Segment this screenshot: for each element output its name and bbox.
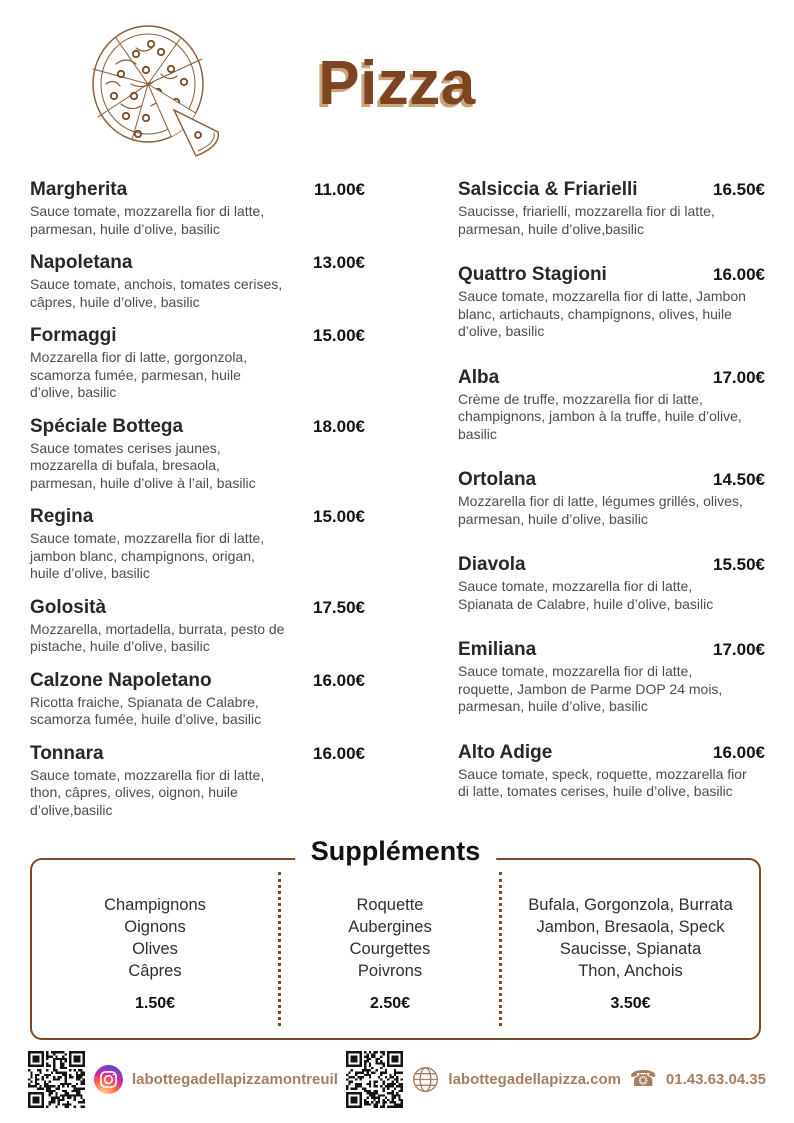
pizza-price: 14.50€ [713,470,765,489]
menu-item [458,741,765,801]
instagram-group [28,1051,338,1108]
supplement-item: Roquette [356,895,424,914]
pizza-price: 13.00€ [313,253,365,272]
menu-item [30,178,365,238]
supplements-column-vegetables-2 [281,860,499,1038]
pizza-name: Tonnara [30,742,104,764]
menu-item [30,251,365,311]
pizza-name: Formaggi [30,325,117,346]
pizza-ingredients: Sauce tomate, mozzarella fior di latte, parmesan, huile d’olive, basilic [30,203,265,237]
pizza-ingredients: Sauce tomate, mozzarella fior di latte, jambon blanc, champignons, origan, huile d’olive, basilic [30,530,265,581]
pizza-ingredients: Ricotta fraiche, Spianata de Calabre, scamorza fumée, huile d’olive, basilic [30,693,262,727]
pizza-ingredients: Sauce tomate, mozzarella fior di latte, roquette, Jambon de Parme DOP 24 mois, parmesan, huile d’olive, basilic [458,663,723,714]
pizza-ingredients: Sauce tomate, mozzarella fior di latte, Spianata de Calabre, huile d’olive, basilic [458,578,714,612]
menu-item [30,596,365,656]
pizza-ingredients: Mozzarella fior di latte, légumes grillés, olives, parmesan, huile d’olive, basilic [458,493,743,527]
pizza-name: Ortolana [458,469,537,490]
website-url: labottegadellapizza.com [448,1070,621,1088]
supplement-item: Olives [132,939,178,958]
supplement-item: Jambon, Bresaola, Speck [536,917,725,936]
pizza-price: 16.00€ [313,743,365,763]
menu-grid [30,178,765,832]
pizza-name: Napoletana [30,252,133,273]
supplements-column-cheese-meat [502,860,759,1038]
pizza-price: 17.00€ [713,367,765,387]
pizza-name: Emiliana [458,639,537,660]
pizza-ingredients: Saucisse, friarielli, mozzarella fior di latte, parmesan, huile d’olive,basilic [458,203,715,237]
qr-code-instagram [28,1051,85,1108]
supplement-item: Courgettes [349,939,431,958]
instagram-icon [94,1065,123,1094]
pizza-ingredients: Sauce tomates cerises jaunes, mozzarella di bufala, bresaola, parmesan, huile d’olive à l’ail, basilic [30,439,256,491]
pizza-name: Spéciale Bottega [30,415,184,437]
menu-item [30,669,365,729]
pizza-ingredients: Mozzarella, mortadella, burrata, pesto de pistache, huile d’olive, basilic [30,620,285,654]
phone-group [629,1068,766,1090]
pizza-ingredients: Sauce tomate, speck, roquette, mozzarella fior di latte, tomates cerises, huile d’olive, basilic [458,765,747,799]
pizza-price: 16.00€ [313,670,365,690]
menu-item [458,468,765,528]
instagram-handle: labottegadellapizzamontreuil [132,1070,338,1088]
pizza-price: 11.00€ [313,180,365,199]
pizza-price: 16.00€ [713,265,765,284]
supplement-price: 2.50€ [369,994,411,1012]
pizza-name: Alto Adige [458,741,553,763]
supplement-item: Thon, Anchois [578,961,683,980]
supplement-item: Saucisse, Spianata [559,939,702,958]
page-title: Pizza [318,49,476,118]
pizza-price: 15.50€ [713,555,765,574]
pizza-name: Margherita [30,179,128,200]
website-group [346,1051,621,1108]
pizza-name: Golosità [30,596,107,618]
menu-column-left [30,178,365,832]
pizza-price: 17.50€ [313,597,365,617]
menu-item [30,505,365,583]
supplements-heading: Suppléments [295,836,497,867]
menu-item [30,415,365,493]
qr-code-website [346,1051,403,1108]
globe-icon [412,1066,439,1093]
pizza-name: Quattro Stagioni [458,264,607,285]
phone-number: 01.43.63.04.35 [665,1070,766,1088]
supplement-item: Câpres [128,961,182,980]
pizza-price: 15.00€ [313,326,365,345]
footer [28,1048,766,1110]
pizza-ingredients: Crème de truffe, mozzarella fior di latte, champignons, jambon à la truffe, huile d’olive, basilic [458,390,742,442]
pizza-name: Regina [30,506,94,527]
supplement-item: Oignons [124,917,186,936]
pizza-price: 18.00€ [313,416,365,436]
pizza-price: 16.00€ [713,742,765,762]
pizza-ingredients: Mozzarella fior di latte, gorgonzola, scamorza fumée, parmesan, huile d’olive, basilic [30,349,248,400]
supplement-price: 3.50€ [610,994,651,1012]
pizza-name: Alba [458,366,500,388]
pizza-ingredients: Sauce tomate, anchois, tomates cerises, câpres, huile d’olive, basilic [30,276,283,310]
pizza-name: Salsiccia & Friarielli [458,179,638,200]
menu-item [458,263,765,341]
menu-item [458,178,765,238]
pizza-price: 16.50€ [713,180,765,199]
phone-icon: ☎ [629,1066,657,1091]
supplement-item: Champignons [104,895,206,914]
pizza-name: Calzone Napoletano [30,669,212,691]
pizza-ingredients: Sauce tomate, mozzarella fior di latte, Jambon blanc, artichauts, champignons, olives, huile d’olive, basilic [458,288,746,339]
pizza-price: 15.00€ [313,507,365,526]
supplement-price: 1.50€ [134,994,176,1012]
supplement-item: Poivrons [357,961,423,980]
pizza-name: Diavola [458,554,526,575]
menu-item [458,553,765,613]
menu-column-right [458,178,765,832]
menu-item [30,742,365,820]
menu-item [458,366,765,444]
menu-item [458,638,765,716]
menu-item [30,324,365,402]
pizza-price: 17.00€ [713,640,765,659]
supplements-box [30,836,761,1040]
supplement-item: Bufala, Gorgonzola, Burrata [528,895,733,914]
supplements-column-vegetables-1 [32,860,278,1038]
pizza-ingredients: Sauce tomate, mozzarella fior di latte, thon, câpres, olives, oignon, huile d’olive,basilic [30,766,265,818]
supplement-item: Aubergines [348,917,432,936]
